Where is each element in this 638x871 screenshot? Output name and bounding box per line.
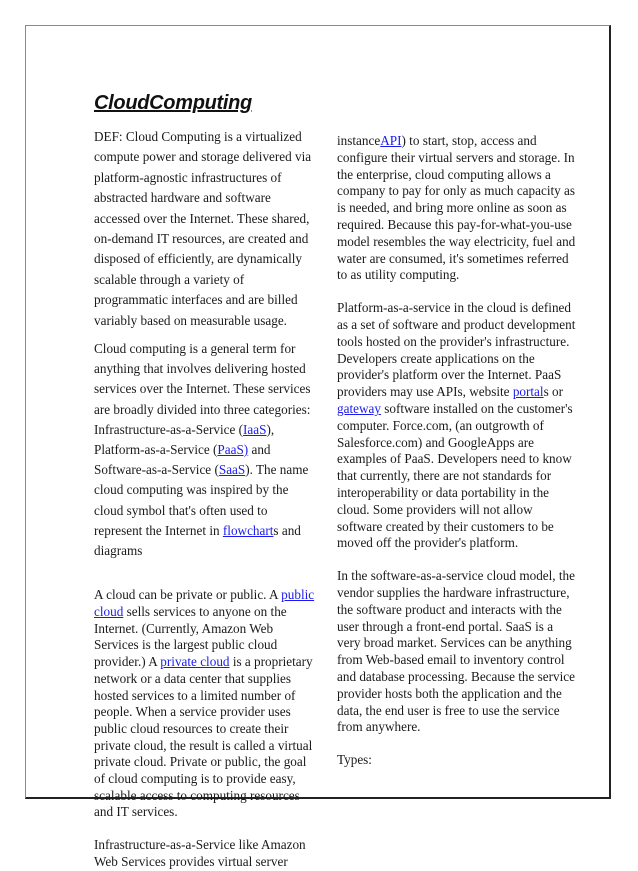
paas-link[interactable]: PaaS) bbox=[217, 442, 249, 458]
portal-link[interactable]: portal bbox=[512, 384, 544, 400]
private-cloud-link[interactable]: private cloud bbox=[160, 654, 230, 670]
paas-paragraph bbox=[337, 300, 577, 552]
text-span: Cloud computing is a general term for anything that involves delivering hosted services over the Internet. These services are broadly divided into three categories: Infrastructure-as-a-Service ( bbox=[94, 341, 311, 437]
text-span: is a proprietary network or a data center that supplies hosted services to a limited number of people. When a service provider uses public cloud resources to create their private cloud, the result is called a virtual private cloud. Private or public, the goal of cloud computing is to provide easy, scalable access to computing resources and IT services. bbox=[94, 654, 313, 820]
text-span: Platform-as-a-service in the cloud is defined as a set of software and product development tools hosted on the provider's infrastructure. Developers create applications on the provider's platform over the Internet. PaaS providers may use APIs, website bbox=[337, 300, 576, 400]
text-span: software installed on the customer's computer. Force.com, (an outgrowth of Salesforce.com) and GoogleApps are examples of PaaS. Developers need to know that currently, there are not standards for interoperability or data portability in the cloud. Some providers will not allow software created by their customers to be moved off the provider's platform. bbox=[337, 400, 573, 551]
left-column bbox=[94, 127, 316, 871]
public-cloud-link[interactable]: public cloud bbox=[94, 587, 315, 619]
text-span: and Software-as-a-Service ( bbox=[94, 442, 271, 478]
definition-paragraph: DEF: Cloud Computing is a virtualized compute power and storage delivered via platform-agnostic infrastructures of abstracted hardware and software accessed over the Internet. These shared, on-demand IT resources, are created and disposed of efficiently, are dynamically scalable through a variety of programmatic interfaces and are billed variably based on measurable usage. bbox=[94, 129, 312, 328]
text-span: s or bbox=[543, 384, 563, 400]
gateway-link[interactable]: gateway bbox=[337, 400, 381, 416]
general-term-paragraph bbox=[94, 339, 316, 561]
text-span: ) to start, stop, access and configure their virtual servers and storage. In the enterprise, cloud computing allows a company to pay for only as much capacity as is needed, and bring more online as soon as required. Because this pay-for-what-you-use model resembles the way electricity, fuel and water are consumed, it's sometimes referred to as utility computing. bbox=[337, 133, 576, 283]
right-column bbox=[337, 133, 577, 769]
saas-link[interactable]: SaaS bbox=[218, 462, 246, 478]
saas-paragraph: In the software-as-a-service cloud model, the vendor supplies the hardware infrastructure, the software product and interacts with the user through a front-end portal. SaaS is a very broad market. Services can be anything from Web-based email to inventory control and database processing. Because the service provider hosts both the application and the data, the end user is free to use the service from anywhere. bbox=[337, 568, 576, 735]
api-link[interactable]: API bbox=[380, 133, 402, 148]
flowcharts-link[interactable]: flowchart bbox=[222, 522, 274, 538]
document-title: CloudComputing bbox=[94, 92, 252, 114]
iaas-paragraph: Infrastructure-as-a-Service like Amazon Web Services provides virtual server bbox=[94, 837, 306, 869]
text-span: s and diagrams bbox=[94, 522, 301, 559]
text-span: A cloud can be private or public. A bbox=[94, 587, 282, 603]
iaas-continued-paragraph bbox=[337, 133, 577, 284]
text-span: instance bbox=[337, 133, 381, 148]
text-span: ), Platform-as-a-Service ( bbox=[94, 421, 275, 458]
public-private-paragraph bbox=[94, 587, 316, 821]
types-label: Types: bbox=[337, 752, 372, 768]
iaas-link[interactable]: IaaS bbox=[243, 421, 267, 437]
text-span: ). The name cloud computing was inspired by the cloud symbol that's often used to represent the Internet in bbox=[94, 462, 309, 538]
text-span: sells services to anyone on the Internet. (Currently, Amazon Web Services is the largest public cloud provider.) A bbox=[94, 604, 287, 670]
